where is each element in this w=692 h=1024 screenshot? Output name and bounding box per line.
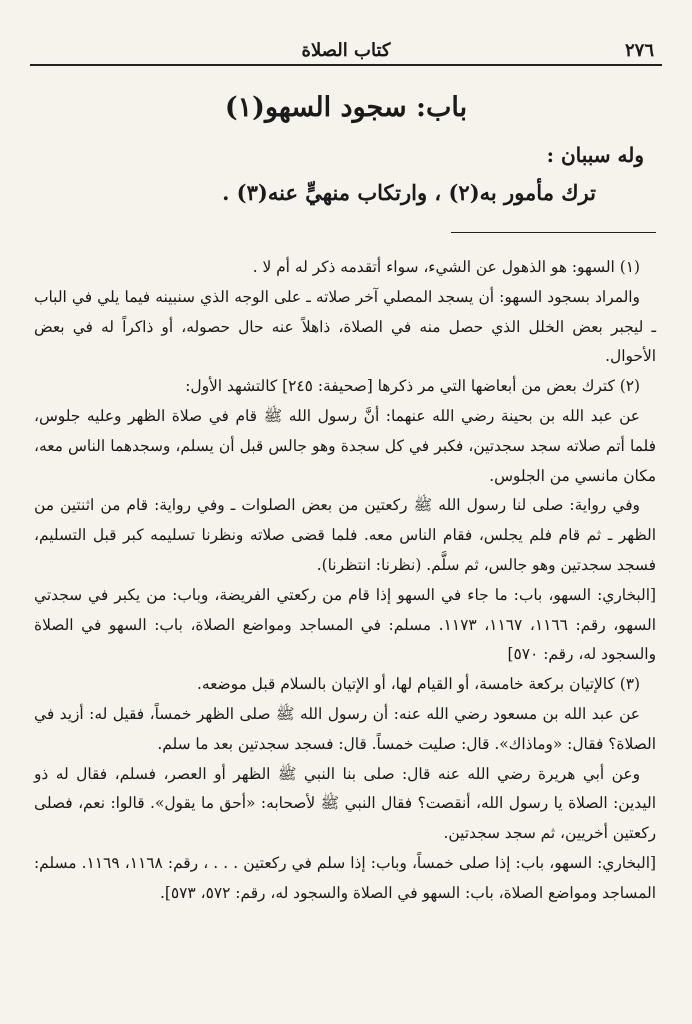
footnote-3-hadith-2: وعن أبي هريرة رضي الله عنه قال: صلى بنا النبي ﷺ الظهر أو العصر، فسلم، فقال له ذو اليدين: الصلاة يا رسول الله، أنقصت؟ فقال النبي ﷺ لأصحابه: «أحق ما يقول». قالوا: نعم، فصلى ركعتين أخريين، ثم سجد سجدتين. (34, 764, 656, 843)
footnote-3-references: [البخاري: السهو، باب: إذا صلى خمساً، وباب: إذا سلم في ركعتين . . . ، رقم: ١١٦٨، ١١٦٩. مسلم: المساجد ومواضع الصلاة، باب: السهو في الصلاة والسجود له، رقم: ٥٧٢، ٥٧٣]. (34, 853, 656, 902)
chapter-title: باب: سجود السهو(١) (224, 92, 468, 123)
footnote-1-definition: والمراد بسجود السهو: أن يسجد المصلي آخر صلاته ـ على الوجه الذي سنبينه فيما يلي في الباب ـ ليجبر بعض الخلل الذي حصل منه في الصلاة، ذاهلاً عنه حال حصوله، أو ذاكراً له في بعض الأحوال. (34, 287, 656, 366)
footnotes (34, 253, 656, 909)
footnote-1: (١) السهو: هو الذهول عن الشيء، سواء أتقدمه ذكر له أم لا . (252, 258, 640, 276)
footnote-3: (٣) كالإتيان بركعة خامسة، أو القيام لها، أو الإتيان بالسلام قبل موضعه. (196, 675, 640, 694)
footnote-2-references: [البخاري: السهو، باب: ما جاء في السهو إذا قام من ركعتي الفريضة، وباب: من يكبر في سجدتي السهو، رقم: ١١٦٦، ١١٦٧، ١١٧٣. مسلم: في المساجد ومواضع الصلاة، باب: السهو في الصلاة والسجود له، رقم: ٥٧٠] (34, 585, 656, 664)
footnote-divider (451, 232, 656, 233)
page-number: ٢٧٦ (617, 40, 654, 61)
footnote-2: (٢) كترك بعض من أبعاضها التي مر ذكرها [صحيفة: ٢٤٥] كالتشهد الأول: (185, 377, 640, 396)
running-header (30, 40, 662, 72)
footnote-2-hadith-2: وفي رواية: صلى لنا رسول الله ﷺ ركعتين من بعض الصلوات ـ وفي رواية: قام من اثنتين من الظهر ـ ثم قام فلم يجلس، فقام الناس معه. فلما قضى صلاته ونظرنا تسليمه كبر قبل التسليم، فسجد سجدتين وهو جالس، ثم سلَّم. (نظرنا: انتظرنا). (34, 496, 656, 574)
chapter-intro: وله سببان : (546, 143, 644, 167)
book-title-text: كتاب الصلاة (292, 40, 401, 61)
footnote-2-hadith-1: عن عبد الله بن بحينة رضي الله عنهما: أنَّ رسول الله ﷺ قام في صلاة الظهر وعليه جلوس، فلما أتم صلاته سجد سجدتين، فكبر في كل سجدة وهو جالس قبل أن يسلم، وسجدهما الناس معه، مكان مانسي من الجلوس. (34, 406, 656, 485)
chapter-causes: ترك مأمور به(٢) ، وارتكاب منهيٍّ عنه(٣) . (222, 180, 596, 205)
header-rule (30, 64, 662, 66)
book-title (30, 40, 662, 61)
footnote-3-hadith-1: عن عبد الله بن مسعود رضي الله عنه: أن رسول الله ﷺ صلى الظهر خمساً، فقيل له: أزيد في الصلاة؟ فقال: «وماذاك». قال: صليت خمساً. قال: فسجد سجدتين بعد ما سلم. (34, 704, 656, 753)
